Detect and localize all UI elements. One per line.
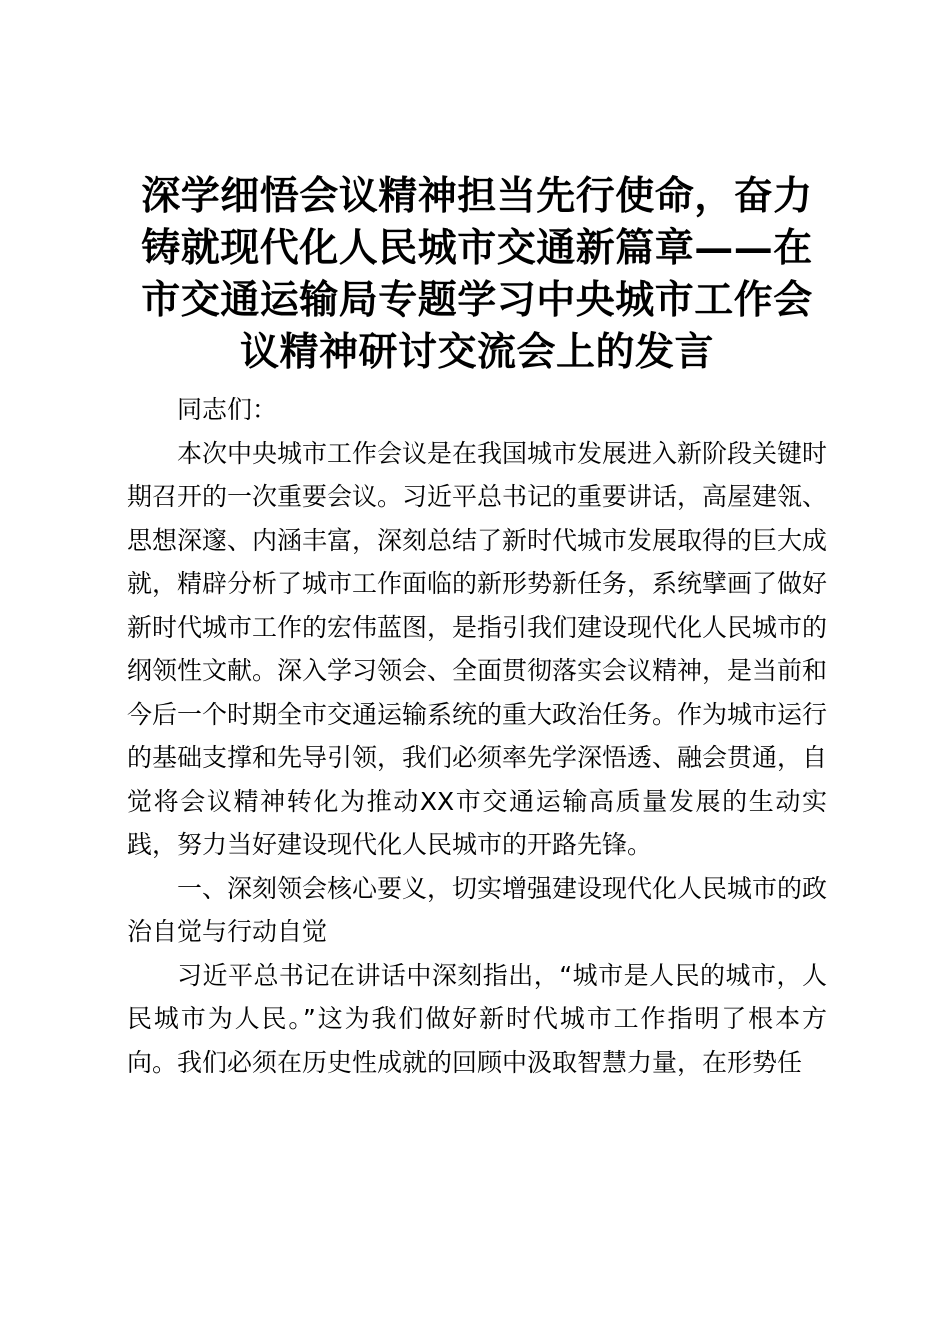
- document-title: 深学细悟会议精神担当先行使命，奋力铸就现代化人民城市交通新篇章——在市交通运输局专题学习中央城市工作会议精神研讨交流会上的发言: [141, 173, 813, 375]
- document-body: [127, 170, 827, 1084]
- salutation: 同志们：: [177, 395, 278, 424]
- section-heading-1: 一、深刻领会核心要义，切实增强建设现代化人民城市的政治自觉与行动自觉: [127, 873, 828, 946]
- intro-paragraph: 本次中央城市工作会议是在我国城市发展进入新阶段关键时期召开的一次重要会议。习近平总书记的重要讲话，高屋建瓴、思想深邃、内涵丰富，深刻总结了新时代城市发展取得的巨大成就，精辟分析了城市工作面临的新形势新任务，系统擘画了做好新时代城市工作的宏伟蓝图，是指引我们建设现代化人民城市的纲领性文献。深入学习领会、全面贯彻落实会议精神，是当前和今后一个时期全市交通运输系统的重大政治任务。作为城市运行的基础支撑和先导引领，我们必须率先学深悟透、融会贯通，自觉将会议精神转化为推动XX市交通运输高质量发展的生动实践，努力当好建设现代化人民城市的开路先锋。: [127, 438, 828, 859]
- section-paragraph-1: 习近平总书记在讲话中深刻指出，“城市是人民的城市，人民城市为人民。”这为我们做好新时代城市工作指明了根本方向。我们必须在历史性成就的回顾中汲取智慧力量，在形势任: [127, 960, 827, 1077]
